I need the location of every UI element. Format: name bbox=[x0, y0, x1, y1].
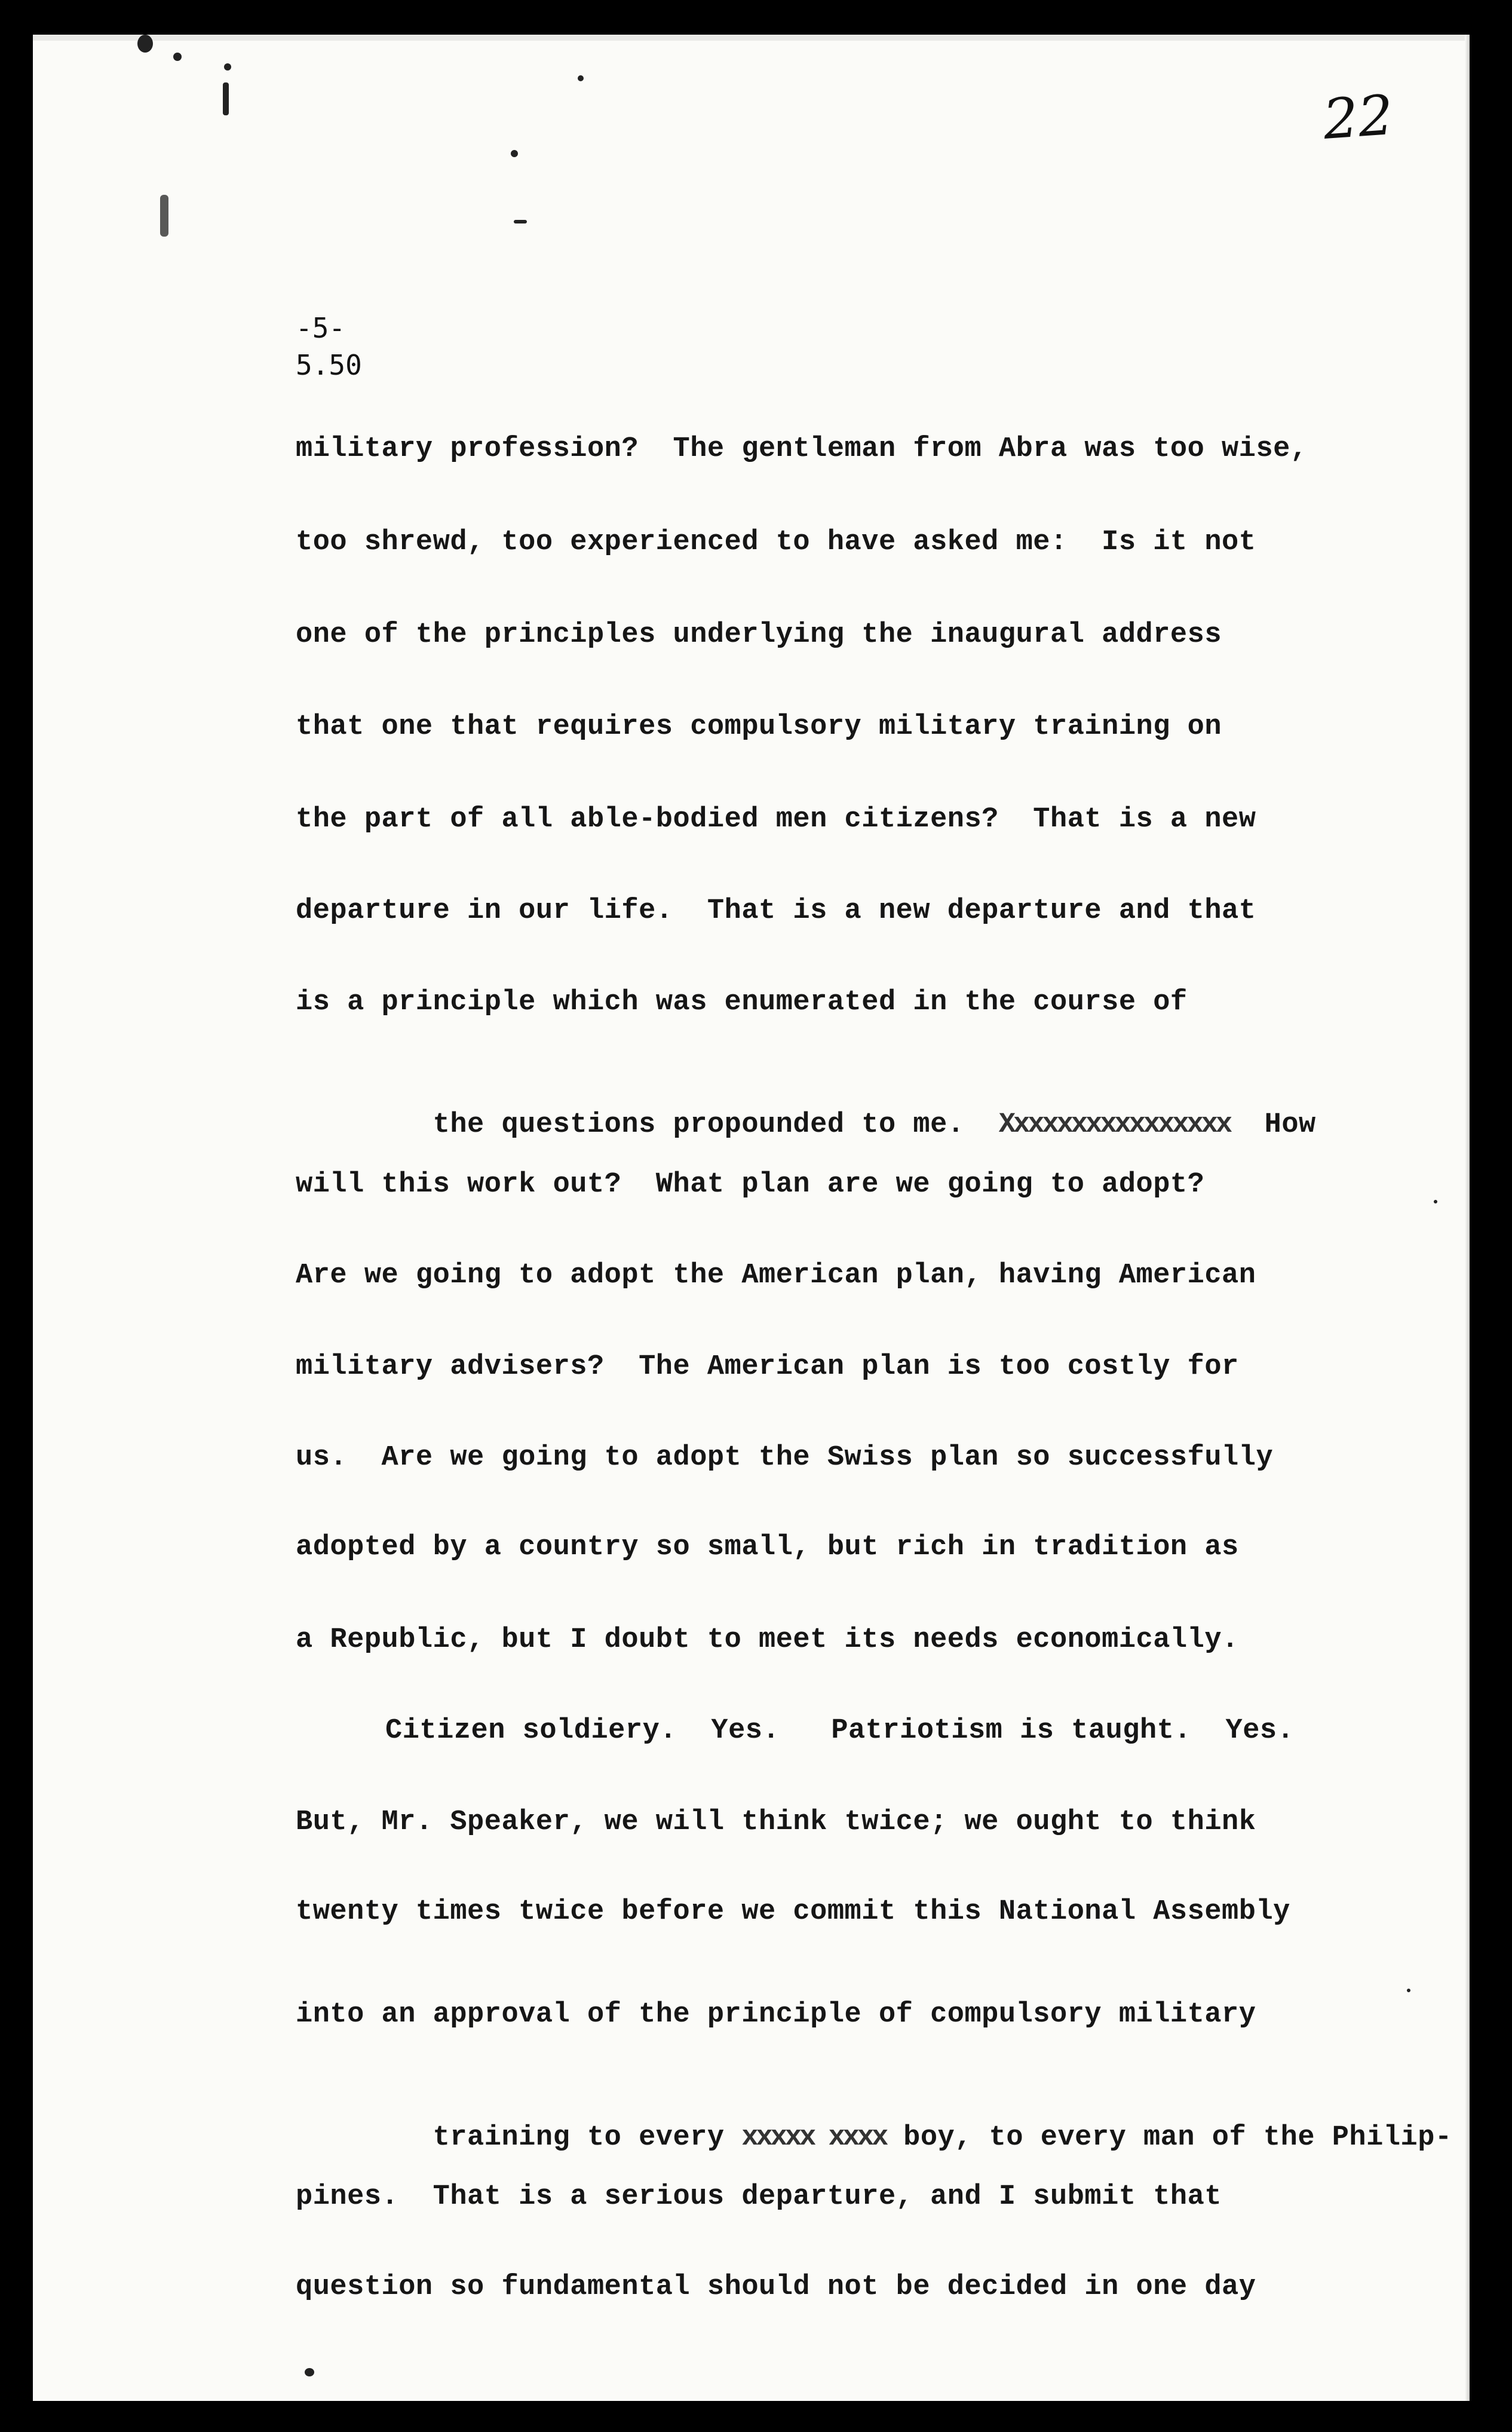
page-header bbox=[296, 310, 362, 384]
text-line bbox=[296, 1077, 1316, 1172]
speck-mark bbox=[514, 220, 527, 223]
speck-mark bbox=[160, 195, 168, 237]
text-line: But, Mr. Speaker, we will think twice; we ought to think bbox=[296, 1806, 1256, 1838]
text-line: departure in our life. That is a new departure and that bbox=[296, 895, 1256, 927]
text-line: one of the principles underlying the inaugural address bbox=[296, 619, 1222, 651]
speck-mark bbox=[1407, 1989, 1410, 1992]
text-line: adopted by a country so small, but rich in tradition as bbox=[296, 1532, 1239, 1563]
speck-mark bbox=[137, 35, 153, 53]
text-segment: How bbox=[1264, 1109, 1316, 1141]
text-line: us. Are we going to adopt the Swiss plan so successfully bbox=[296, 1442, 1274, 1474]
text-line: Are we going to adopt the American plan, having American bbox=[296, 1260, 1256, 1291]
text-segment: boy, to every man of the Philip- bbox=[903, 2122, 1452, 2154]
text-line: into an approval of the principle of compulsory military bbox=[296, 1999, 1256, 2030]
header-time-marker: 5.50 bbox=[296, 349, 362, 381]
speck-mark bbox=[173, 53, 182, 61]
page-top-edge bbox=[33, 35, 1470, 41]
header-page-marker: -5- bbox=[296, 312, 346, 344]
text-line bbox=[296, 2090, 1452, 2185]
typewritten-page bbox=[33, 35, 1470, 2401]
text-line: twenty times twice before we commit this National Assembly bbox=[296, 1896, 1290, 1928]
text-line: a Republic, but I doubt to meet its needs economically. bbox=[296, 1624, 1239, 1656]
speck-mark bbox=[511, 150, 518, 157]
text-line: is a principle which was enumerated in the course of bbox=[296, 987, 1188, 1018]
struck-out-text: xxxxx xxxx bbox=[741, 2122, 887, 2154]
page-right-edge bbox=[1465, 35, 1470, 2401]
speck-mark bbox=[223, 82, 229, 115]
text-line: that one that requires compulsory military training on bbox=[296, 711, 1222, 743]
text-line: the part of all able-bodied men citizens? That is a new bbox=[296, 804, 1256, 835]
text-line: question so fundamental should not be decided in one day bbox=[296, 2271, 1256, 2303]
text-segment: training to every bbox=[433, 2122, 725, 2154]
text-line: will this work out? What plan are we going to adopt? bbox=[296, 1169, 1205, 1200]
text-segment: the questions propounded to me. bbox=[433, 1109, 965, 1141]
struck-out-text: Xxxxxxxxxxxxxxxx bbox=[998, 1109, 1231, 1141]
text-line: pines. That is a serious departure, and I submit that bbox=[296, 2181, 1222, 2213]
text-line: military profession? The gentleman from Abra was too wise, bbox=[296, 433, 1308, 465]
text-line: Citizen soldiery. Yes. Patriotism is taught. Yes. bbox=[385, 1715, 1295, 1747]
text-line: too shrewd, too experienced to have asked me: Is it not bbox=[296, 526, 1256, 558]
speck-mark bbox=[305, 2368, 314, 2376]
speck-mark bbox=[1434, 1200, 1437, 1203]
handwritten-page-number: 22 bbox=[1321, 83, 1396, 152]
text-line: military advisers? The American plan is too costly for bbox=[296, 1351, 1239, 1383]
speck-mark bbox=[224, 63, 231, 71]
speck-mark bbox=[578, 75, 584, 81]
